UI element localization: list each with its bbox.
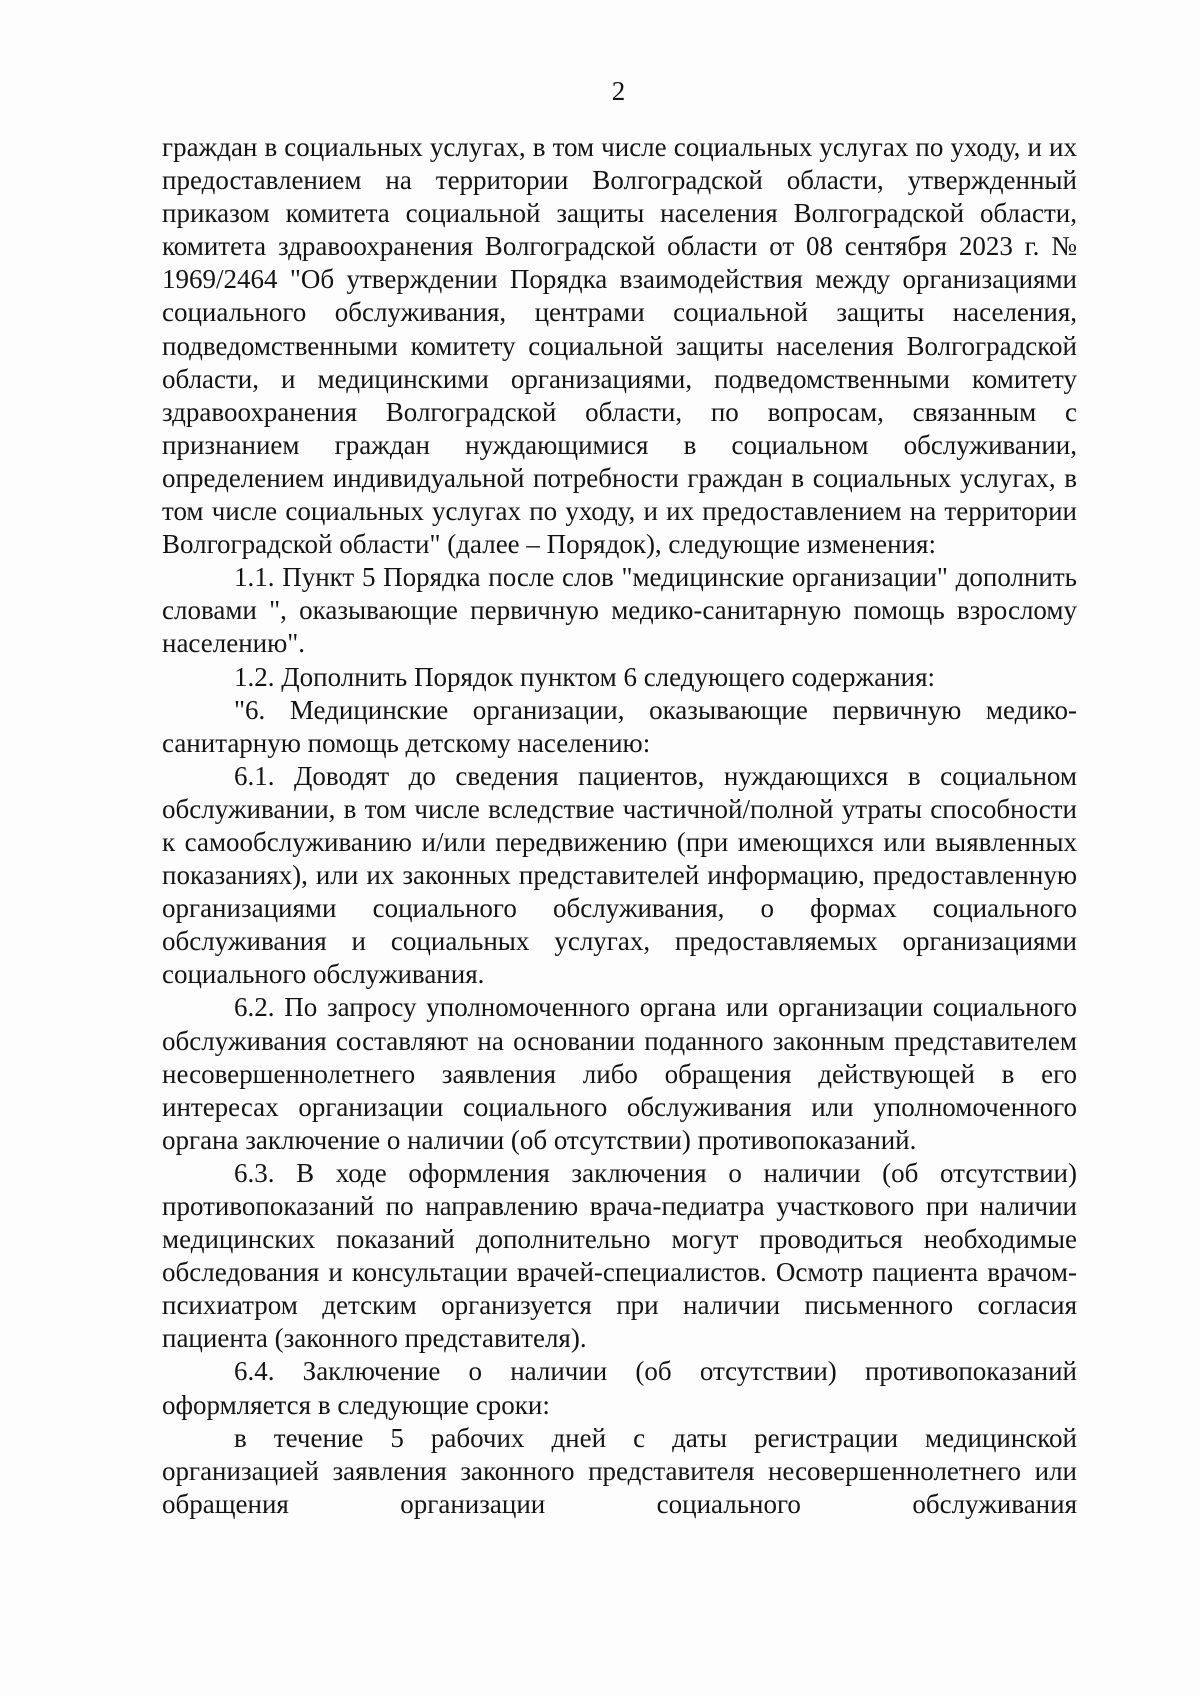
paragraph-6-2: 6.2. По запросу уполномоченного органа или организации социального обслуживания составляют на основании поданного законным представителем несовершеннолетнего заявления либо обращения действующей в его интересах организации социального обслуживания или уполномоченного органа заключение о наличии (об отсутствии) противопоказаний.: [162, 992, 1077, 1155]
paragraph-6: "6. Медицинские организации, оказывающие первичную медико-санитарную помощь детскому населению:: [162, 694, 1077, 758]
paragraph-1-1: 1.1. Пункт 5 Порядка после слов "медицинские организации" дополнить словами ", оказывающие первичную медико-санитарную помощь взрослому населению".: [162, 562, 1077, 659]
paragraph-continuation: граждан в социальных услугах, в том числе социальных услугах по уходу, и их предоставлением на территории Волгоградской области, утвержденный приказом комитета социальной защиты населения Волгоградской области, комитета здравоохранения Волгоградской области от 08 сентября 2023 г. № 1969/2464 "Об утверждении Порядка взаимодействия между организациями социального обслуживания, центрами социальной защиты населения, подведомственными комитету социальной защиты населения Волгоградской области, и медицинскими организациями, подведомственными комитету здравоохранения Волгоградской области, по вопросам, связанным с признанием граждан нуждающимися в социальном обслуживании, определением индивидуальной потребности граждан в социальных услугах, в том числе социальных услугах по уходу, и их предоставлением на территории Волгоградской области" (далее – Порядок), следующие изменения:: [162, 132, 1077, 560]
paragraph-6-4: 6.4. Заключение о наличии (об отсутствии) противопоказаний оформляется в следующие сроки:: [162, 1356, 1077, 1420]
paragraph-1-2: 1.2. Дополнить Порядок пунктом 6 следующего содержания:: [234, 661, 935, 692]
paragraph-deadline-item: в течение 5 рабочих дней с даты регистрации медицинской организацией заявления законного представителя несовершеннолетнего или обращения организации социального обслуживания: [162, 1422, 1077, 1519]
paragraph-6-3: 6.3. В ходе оформления заключения о наличии (об отсутствии) противопоказаний по направлению врача-педиатра участкового при наличии медицинских показаний дополнительно могут проводиться необходимые обследования и консультации врачей-специалистов. Осмотр пациента врачом-психиатром детским организуется при наличии письменного согласия пациента (законного представителя).: [162, 1157, 1077, 1354]
document-body: [162, 131, 1077, 1521]
page-number: 2: [611, 76, 626, 106]
paragraph-6-1: 6.1. Доводят до сведения пациентов, нуждающихся в социальном обслуживании, в том числе вследствие частичной/полной утраты способности к самообслуживанию и/или передвижению (при имеющихся или выявленных показаниях), или их законных представителей информацию, предоставленную организациями социального обслуживания, о формах социального обслуживания и социальных услугах, предоставляемых организациями социального обслуживания.: [162, 760, 1077, 990]
